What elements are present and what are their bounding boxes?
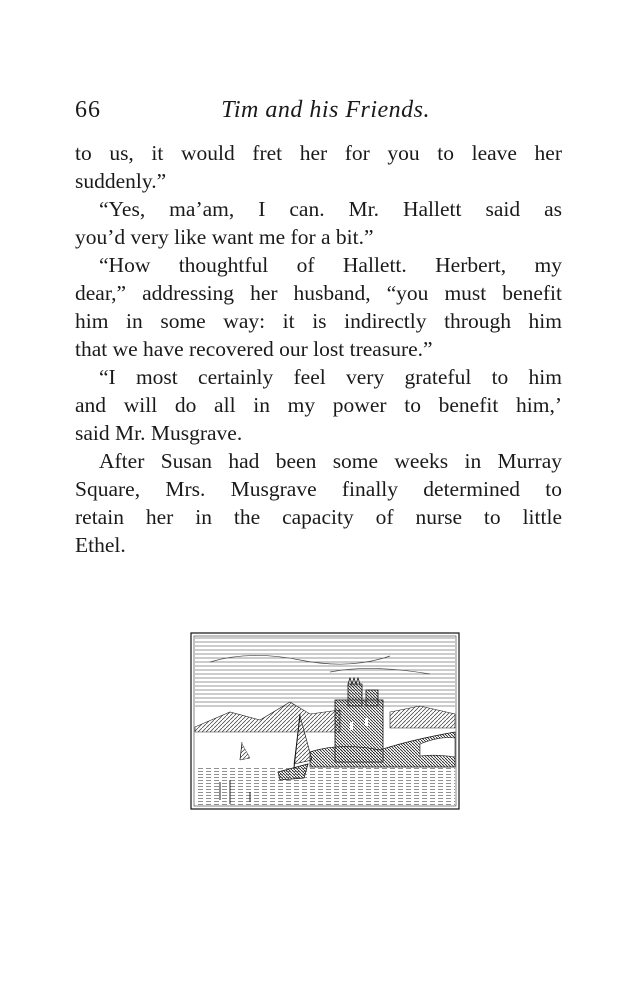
text-line: Ethel. bbox=[75, 533, 126, 557]
text-line: you’d very like want me for a bit.” bbox=[75, 225, 374, 249]
text-line: said Mr. Musgrave. bbox=[75, 421, 243, 445]
text-line: and will do all in my power to benefit him,’ bbox=[75, 393, 562, 417]
text-line: “I most certainly feel very grateful to him bbox=[99, 365, 562, 389]
text-line: suddenly.” bbox=[75, 169, 167, 193]
text-line: that we have recovered our lost treasure.” bbox=[75, 337, 433, 361]
castle-engraving-illustration bbox=[190, 632, 460, 810]
body-text bbox=[75, 139, 562, 559]
text-line: “Yes, ma’am, I can. Mr. Hallett said as bbox=[99, 197, 562, 221]
text-line: After Susan had been some weeks in Murray bbox=[99, 449, 562, 473]
water bbox=[195, 767, 455, 806]
page-number: 66 bbox=[75, 97, 101, 123]
text-line: Square, Mrs. Musgrave finally determined to bbox=[75, 477, 562, 501]
text-line: retain her in the capacity of nurse to little bbox=[75, 505, 562, 529]
text-line: him in some way: it is indirectly through him bbox=[75, 309, 562, 333]
sky bbox=[195, 637, 455, 707]
text-line: “How thoughtful of Hallett. Herbert, my bbox=[99, 253, 562, 277]
text-line: dear,” addressing her husband, “you must benefit bbox=[75, 281, 562, 305]
text-line: to us, it would fret her for you to leave her bbox=[75, 141, 562, 165]
running-title: Tim and his Friends. bbox=[221, 97, 430, 123]
page-header bbox=[75, 97, 562, 131]
